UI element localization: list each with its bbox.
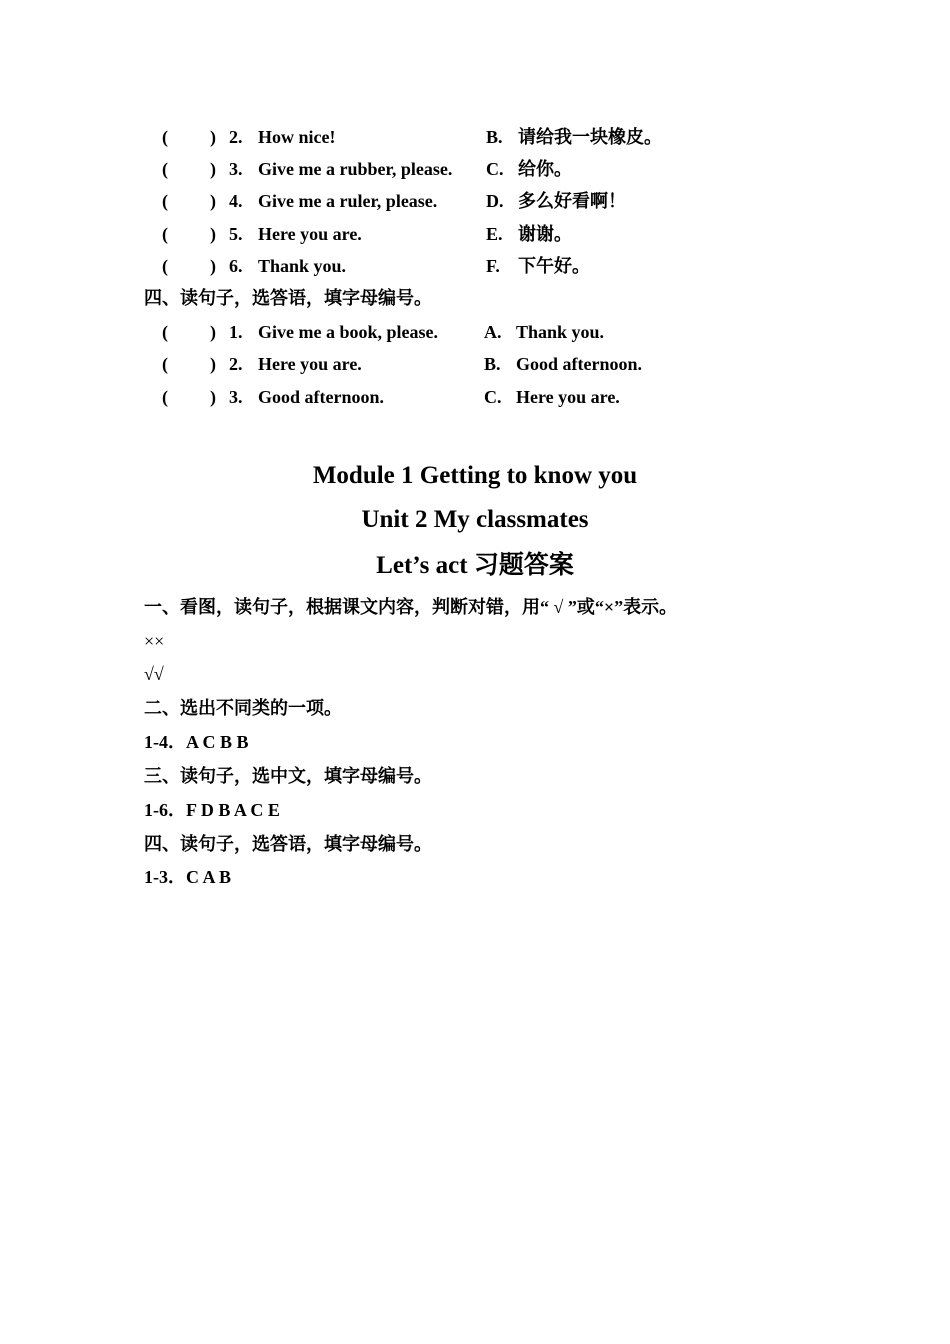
module-title: Module 1 Getting to know you [312, 462, 638, 489]
answer-blank-open: ( [162, 322, 168, 342]
option-letter: A. [484, 322, 502, 342]
question-text: Give me a rubber, please. [258, 159, 453, 179]
option-letter: C. [486, 159, 504, 179]
option-text: 多么好看啊！ [518, 191, 626, 211]
option-text: Good afternoon. [516, 354, 642, 374]
option-letter: D. [486, 191, 504, 211]
question-number: 6. [229, 256, 243, 276]
answer-blank-close: ) [210, 256, 216, 276]
answer-blank-open: ( [162, 191, 168, 211]
answer-blank-close: ) [210, 191, 216, 211]
answer-blank-open: ( [162, 224, 168, 244]
option-text: 给你。 [518, 159, 572, 179]
option-text: 请给我一块橡皮。 [518, 127, 662, 147]
question-number: 2. [229, 354, 243, 374]
answer-q3-answer: 1-6．F D B A C E [144, 800, 280, 820]
page-title: Let’s act 习题答案 [376, 552, 574, 579]
answer-blank-close: ) [210, 127, 216, 147]
answer-blank-open: ( [162, 256, 168, 276]
option-letter: B. [484, 354, 501, 374]
question-text: How nice! [258, 127, 336, 147]
answer-blank-close: ) [210, 387, 216, 407]
question-number: 1. [229, 322, 243, 342]
option-letter: B. [486, 127, 503, 147]
answer-q3-title: 三、读句子，选中文，填字母编号。 [144, 766, 432, 786]
option-letter: E. [486, 224, 503, 244]
answer-blank-close: ) [210, 224, 216, 244]
option-text: Here you are. [516, 387, 620, 407]
question-text: Give me a book, please. [258, 322, 438, 342]
answer-blank-open: ( [162, 387, 168, 407]
unit-title: Unit 2 My classmates [361, 506, 589, 533]
question-number: 2. [229, 127, 243, 147]
question-text: Give me a ruler, please. [258, 191, 438, 211]
answer-q1-line1: ×× [144, 631, 165, 651]
answer-q1-title: 一、看图，读句子，根据课文内容，判断对错，用“ √ ”或“×”表示。 [144, 597, 678, 617]
answer-blank-open: ( [162, 159, 168, 179]
question-text: Thank you. [258, 256, 347, 276]
section-heading: 四、读句子，选答语，填字母编号。 [144, 288, 432, 308]
answer-q4-answer: 1-3．C A B [144, 867, 232, 887]
answer-blank-close: ) [210, 159, 216, 179]
answer-blank-close: ) [210, 354, 216, 374]
option-letter: C. [484, 387, 502, 407]
answer-q1-line2: √√ [144, 664, 164, 684]
question-number: 4. [229, 191, 243, 211]
answer-q2-answer: 1-4．A C B B [144, 732, 249, 752]
question-number: 5. [229, 224, 243, 244]
answer-blank-open: ( [162, 354, 168, 374]
option-text: 谢谢。 [518, 224, 572, 244]
option-letter: F. [486, 256, 500, 276]
answer-q2-title: 二、选出不同类的一项。 [144, 698, 342, 718]
question-text: Here you are. [258, 224, 362, 244]
answer-q4-title: 四、读句子，选答语，填字母编号。 [144, 834, 432, 854]
answer-blank-open: ( [162, 127, 168, 147]
question-number: 3. [229, 159, 243, 179]
option-text: 下午好。 [518, 256, 590, 276]
question-text: Here you are. [258, 354, 362, 374]
question-text: Good afternoon. [258, 387, 384, 407]
answer-blank-close: ) [210, 322, 216, 342]
question-number: 3. [229, 387, 243, 407]
option-text: Thank you. [516, 322, 605, 342]
